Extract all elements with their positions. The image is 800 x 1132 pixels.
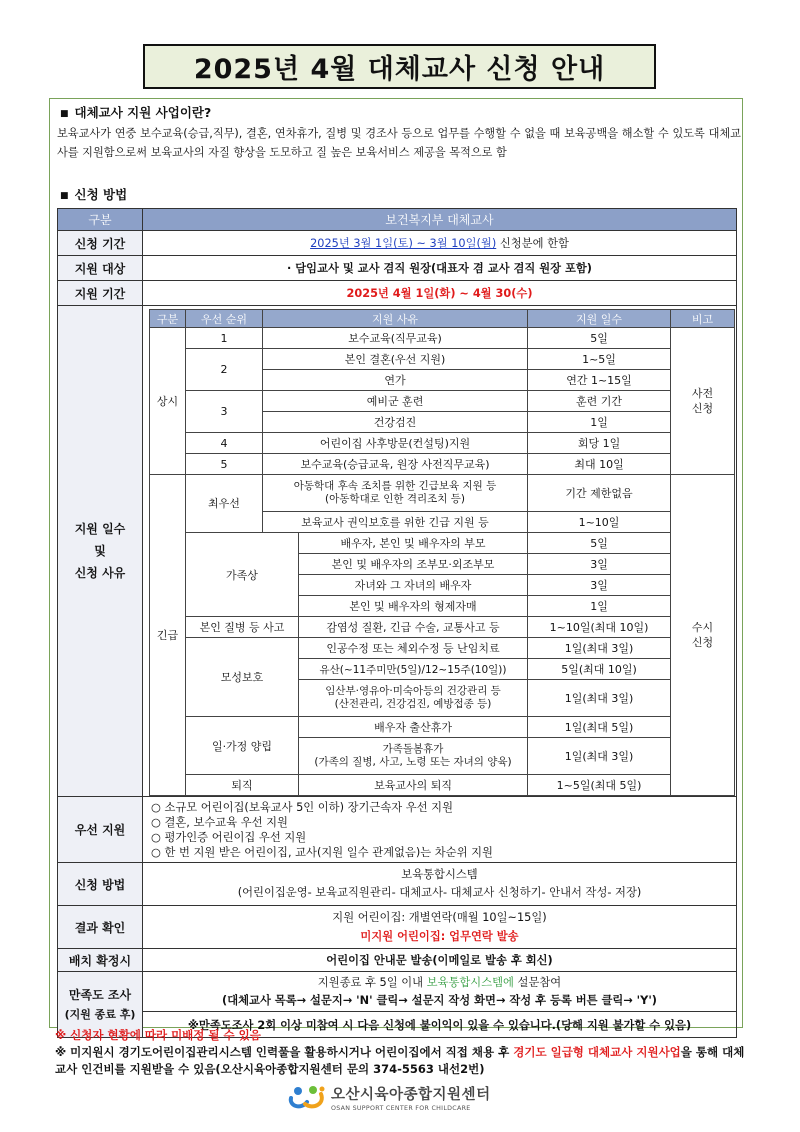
days-reasons-label-2: 및: [94, 544, 106, 558]
days-cell: 3일: [528, 575, 671, 596]
section-heading-method-text: 신청 방법: [74, 187, 128, 202]
table-row: [150, 533, 735, 554]
reasons-header-3: 지원 일수: [528, 310, 671, 328]
support-period-label: 지원 기간: [58, 281, 143, 306]
reason-cell: 보수교육(승급교육, 원장 사전직무교육): [263, 454, 528, 475]
method-value: [143, 863, 737, 906]
row-support-period: [58, 281, 737, 306]
apply-period-date: 2025년 3월 1일(토) ~ 3월 10일(월): [310, 237, 497, 250]
survey-line-1c: 설문참여: [513, 975, 562, 989]
days-reasons-label-3: 신청 사유: [74, 566, 126, 580]
note-2: [55, 1044, 745, 1078]
survey-label-1: 만족도 조사: [68, 987, 132, 1002]
reason-line: (아동학대로 인한 격리조치 등): [325, 493, 465, 505]
urgent-note: 수시 신청: [671, 475, 735, 796]
placement-value: 어린이집 안내문 발송(이메일로 발송 후 회신): [143, 949, 737, 972]
reason-cell: 연가: [263, 370, 528, 391]
priority-item: ○ 평가인증 어린이집 우선 지원: [151, 830, 307, 844]
reason-cell: 자녀와 그 자녀의 배우자: [299, 575, 528, 596]
maternity-cell: 모성보호: [186, 638, 299, 717]
reason-line: (산전관리, 건강검진, 예방접종 등): [334, 698, 492, 710]
worklife-cell: 일·가정 양립: [186, 717, 299, 775]
reason-cell: 유산(~11주미만(5일)/12~15주(10일)): [299, 659, 528, 680]
table-row: [150, 349, 735, 370]
reason-cell: 감염성 질환, 긴급 수술, 교통사고 등: [299, 617, 528, 638]
survey-line-1b: 보육통합시스템에: [426, 975, 514, 989]
rank-cell: 5: [186, 454, 263, 475]
reasons-header-row: [150, 310, 735, 328]
reason-line: 가족돌봄휴가: [382, 743, 444, 755]
reason-cell: 보육교사의 퇴직: [299, 775, 528, 796]
table-row: [150, 328, 735, 349]
reason-cell: 어린이집 사후방문(컨설팅)지원: [263, 433, 528, 454]
section-heading-what: [60, 103, 211, 121]
table-row: [150, 617, 735, 638]
result-value: [143, 906, 737, 949]
reason-cell: 배우자, 본인 및 배우자의 부모: [299, 533, 528, 554]
square-bullet-icon: ■: [60, 109, 69, 119]
reason-line: 임산부·영유아·미숙아등의 건강관리 등: [325, 685, 501, 697]
note-2c: 을 통해 대체교사 인건비를 지원받을 수 있음(오산시육아종합지원센터 문의 374-5563 내선2번): [55, 1045, 745, 1076]
priority-item: ○ 한 번 지원 받은 어린이집, 교사(지원 일수 관계없음)는 차순위 지원: [151, 845, 493, 859]
row-apply-period: [58, 231, 737, 256]
reason-cell: 예비군 훈련: [263, 391, 528, 412]
priority-label: 우선 지원: [58, 797, 143, 863]
row-priority: [58, 797, 737, 863]
priority-item: ○ 소규모 어린이집(보육교사 5인 이하) 장기근속자 우선 지원: [151, 800, 453, 814]
days-reasons-content: [143, 306, 737, 797]
days-cell: 1~10일: [528, 512, 671, 533]
days-reasons-label: [58, 306, 143, 797]
info-table: [57, 208, 737, 1038]
table-row: [150, 475, 735, 512]
reason-cell: 보수교육(직무교육): [263, 328, 528, 349]
reasons-header-1: 우선 순위: [186, 310, 263, 328]
days-cell: 1일(최대 3일): [528, 738, 671, 775]
table-row: [150, 433, 735, 454]
family-cell: 가족상: [186, 533, 299, 617]
row-placement: [58, 949, 737, 972]
reason-cell: 인공수정 또는 체외수정 등 난임치료: [299, 638, 528, 659]
reason-cell: 배우자 출산휴가: [299, 717, 528, 738]
reasons-header-2: 지원 사유: [263, 310, 528, 328]
intro-paragraph: 보육교사가 연중 보수교육(승급,직무), 결혼, 연차휴가, 질병 및 경조사 등으로 업무를 수행할 수 없을 때 보육공백을 해소할 수 있도록 대체교사를 지원함으로써 보육교사의 자질 향상을 도모하고 질 높은 보육서비스 제공을 목적으로 함: [57, 127, 741, 159]
method-line-2: (어린이집운영- 보육교직원관리- 대체교사- 대체교사 신청하기- 안내서 작성- 저장): [237, 886, 642, 899]
reason-cell: [263, 475, 528, 512]
table-header-row: [58, 209, 737, 231]
reason-cell: 본인 및 배우자의 조부모·외조부모: [299, 554, 528, 575]
section-heading-method: [60, 185, 127, 203]
top-priority-cell: 최우선: [186, 475, 263, 533]
days-cell: 훈련 기간: [528, 391, 671, 412]
note-2a: ※ 미지원시 경기도어린이집관리시스템 인력풀을 활용하시거나 어린이집에서 직접 채용 후: [55, 1045, 514, 1059]
apply-period-suffix: 신청분에 한함: [496, 237, 569, 250]
result-line-1: 지원 어린이집: 개별연락(매월 10일~15일): [332, 911, 547, 924]
survey-label-2: (지원 종료 후): [64, 1007, 136, 1021]
reason-cell: 본인 및 배우자의 형제자매: [299, 596, 528, 617]
reasons-table: [149, 309, 735, 796]
days-cell: 1일(최대 3일): [528, 680, 671, 717]
row-days-reasons: [58, 306, 737, 797]
apply-period-label: 신청 기간: [58, 231, 143, 256]
notes: [55, 1027, 745, 1078]
days-cell: 최대 10일: [528, 454, 671, 475]
method-label: 신청 방법: [58, 863, 143, 906]
header-value: 보건복지부 대체교사: [143, 209, 737, 231]
days-cell: 1일(최대 3일): [528, 638, 671, 659]
reason-line: (가족의 질병, 사고, 노령 또는 자녀의 양육): [314, 756, 512, 768]
survey-line-1a: 지원종료 후 5일 이내: [317, 975, 427, 989]
retire-cell: 퇴직: [186, 775, 299, 796]
table-row: [150, 717, 735, 738]
page-title: 2025년 4월 대체교사 신청 안내: [143, 44, 656, 89]
table-row: [150, 454, 735, 475]
days-cell: 5일(최대 10일): [528, 659, 671, 680]
section-heading-what-text: 대체교사 지원 사업이란?: [74, 105, 212, 120]
priority-item: ○ 결혼, 보수교육 우선 지원: [151, 815, 288, 829]
row-survey: [58, 972, 737, 1012]
survey-warning: ※만족도조사 2회 이상 미참여 시 다음 신청에 불이익이 있을 수 있습니다.(당해 지원 불가할 수 있음): [143, 1012, 737, 1038]
illness-cell: 본인 질병 등 사고: [186, 617, 299, 638]
square-bullet-icon: ■: [60, 191, 69, 201]
placement-label: 배치 확정시: [58, 949, 143, 972]
row-result: [58, 906, 737, 949]
days-cell: 1일(최대 5일): [528, 717, 671, 738]
days-reasons-label-1: 지원 일수: [74, 522, 126, 536]
header-label: 구분: [58, 209, 143, 231]
reason-cell: 본인 결혼(우선 지원): [263, 349, 528, 370]
reason-cell: 보육교사 권익보호를 위한 긴급 지원 등: [263, 512, 528, 533]
reason-cell: [299, 680, 528, 717]
days-cell: 회당 1일: [528, 433, 671, 454]
footer-sub: OSAN SUPPORT CENTER FOR CHILDCARE: [331, 1104, 471, 1112]
target-value: · 담임교사 및 교사 겸직 원장(대표자 겸 교사 겸직 원장 포함): [143, 256, 737, 281]
days-cell: 1일: [528, 412, 671, 433]
days-cell: 1~5일: [528, 349, 671, 370]
urgent-group: 긴급: [150, 475, 186, 796]
days-cell: 1일: [528, 596, 671, 617]
note-1: ※ 신청자 현황에 따라 미배정 될 수 있음: [55, 1028, 261, 1042]
table-row: [150, 775, 735, 796]
days-cell: 1~10일(최대 10일): [528, 617, 671, 638]
days-cell: 5일: [528, 533, 671, 554]
days-cell: 연간 1~15일: [528, 370, 671, 391]
priority-list: [143, 797, 737, 863]
target-label: 지원 대상: [58, 256, 143, 281]
days-cell: 기간 제한없음: [528, 475, 671, 512]
rank-cell: 2: [186, 349, 263, 391]
survey-value: [143, 972, 737, 1012]
reason-cell: 건강검진: [263, 412, 528, 433]
rank-cell: 4: [186, 433, 263, 454]
row-method: [58, 863, 737, 906]
apply-period-value: [143, 231, 737, 256]
rank-cell: 3: [186, 391, 263, 433]
note-2b: 경기도 일급형 대체교사 지원사업: [513, 1045, 681, 1059]
method-line-1: 보육통합시스템: [401, 868, 478, 881]
reason-cell: [299, 738, 528, 775]
table-row: [150, 638, 735, 659]
survey-line-2: (대체교사 목록→ 설문지→ 'N' 클릭→ 설문지 작성 화면→ 작성 후 등록 버튼 클릭→ 'Y'): [222, 993, 657, 1007]
regular-note: 사전 신청: [671, 328, 735, 475]
reasons-header-4: 비고: [671, 310, 735, 328]
result-label: 결과 확인: [58, 906, 143, 949]
days-cell: 1~5일(최대 5일): [528, 775, 671, 796]
reason-line: 아동학대 후속 조치를 위한 긴급보육 지원 등: [293, 480, 497, 492]
support-period-value: 2025년 4월 1일(화) ~ 4월 30(수): [143, 281, 737, 306]
rank-cell: 1: [186, 328, 263, 349]
days-cell: 5일: [528, 328, 671, 349]
center-logo-icon: [287, 1084, 327, 1110]
result-line-2: 미지원 어린이집: 업무연락 발송: [360, 930, 519, 943]
regular-group: 상시: [150, 328, 186, 475]
footer: [287, 1082, 547, 1112]
footer-name: 오산시육아종합지원센터: [331, 1086, 491, 1103]
days-cell: 3일: [528, 554, 671, 575]
reasons-header-0: 구분: [150, 310, 186, 328]
table-row: [150, 391, 735, 412]
row-target: [58, 256, 737, 281]
survey-line-1: [145, 974, 734, 992]
footer-text: [331, 1083, 491, 1112]
